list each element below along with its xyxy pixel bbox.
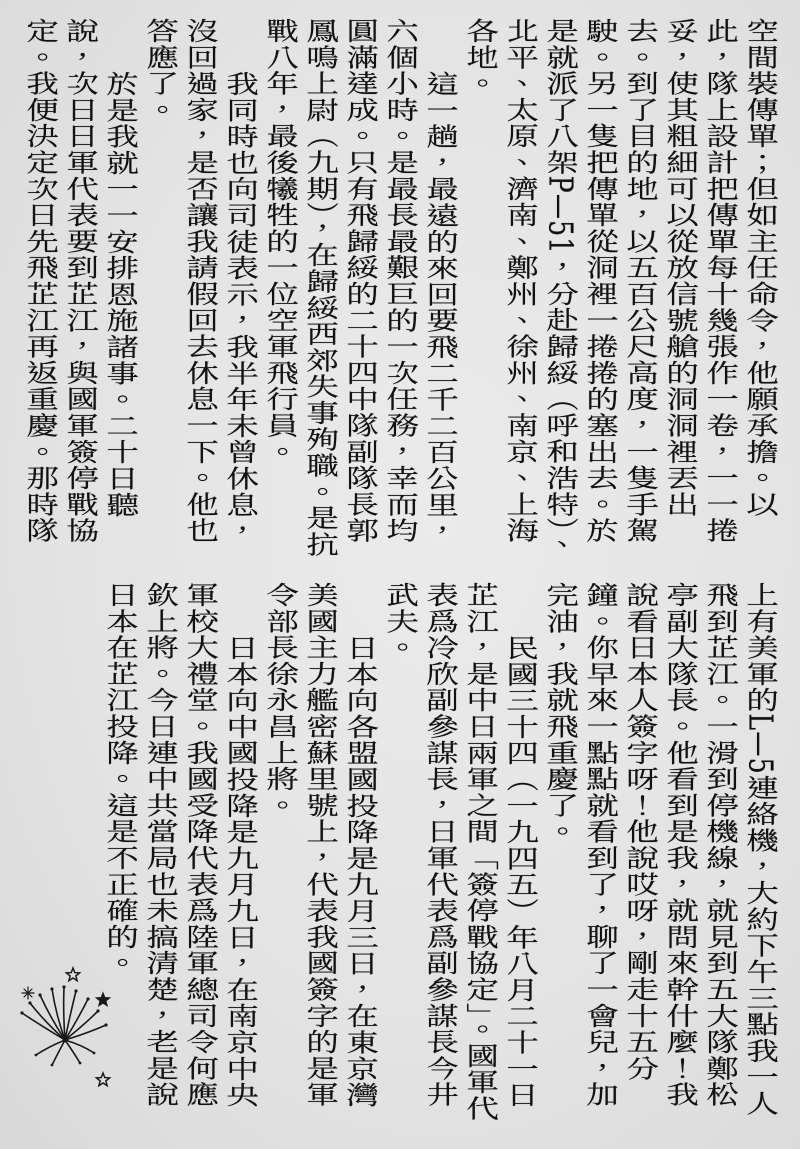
paragraph-start-column: 日本向中國投降是九月九日，在南京中央: [221, 634, 260, 1108]
text-column: 北平、太原、濟南、鄭州、徐州、南京、上海: [501, 18, 540, 544]
text-column: 鐘。你早來一點點就看到了，聊了一會兒，加: [581, 582, 620, 1108]
text-column: 欽上將。今日連中共當局也未搞清楚，老是說: [141, 582, 180, 1108]
text-column: 武夫。: [381, 582, 420, 661]
text-column: 空間裝傳單；但如主任命令，他願承擔。以: [741, 18, 780, 518]
star-icon: [96, 993, 109, 1006]
fireworks-icon: [0, 955, 140, 1095]
text-column: 沒回過家，是否讓我請假回去休息一下。他也: [181, 18, 220, 544]
text-column: 表爲冷欣副參謀長，日軍代表爲副參謀長今井: [421, 582, 460, 1108]
text-column: 妥，使其粗細可以從放信號艙的洞洞裡丟出: [661, 18, 700, 518]
upper-text-block: [20, 18, 780, 558]
text-column: 芷江，是中日兩軍之間「簽停戰協定」。國軍代: [461, 582, 500, 1122]
lower-text-block: [100, 582, 780, 1122]
text-column: 駛。另一隻把傳單從洞裡一捲捲的塞出去。於: [581, 18, 620, 544]
text-column: 美國主力艦密蘇里號上，代表我國簽字的是軍: [301, 582, 340, 1108]
text-column: 去。到了目的地，以五百公尺高度，一隻手駕: [621, 18, 660, 544]
text-column: 完油，我就飛重慶了。: [541, 582, 580, 845]
text-column: 上有美軍的L—5連絡機，大約下午三點我一人: [741, 582, 780, 1117]
text-column: 鳳鳴上尉（九期），在歸綏西郊失事殉職。是抗: [301, 18, 340, 558]
text-column: 軍校大禮堂。我國受降代表爲陸軍總司令何應: [181, 582, 220, 1108]
text-column: 亭副大隊長。他看到是我，就問來幹什麼！我: [661, 582, 700, 1108]
text-column: 六個小時。是最長最艱巨的一次任務，幸而均: [381, 18, 420, 544]
text-column: 定。我便決定次日先飛芷江再返重慶。那時隊: [21, 18, 60, 544]
text-column: 答應了。: [141, 18, 180, 124]
paragraph-start-column: 日本向各盟國投降是九月三日，在東京灣: [341, 634, 380, 1108]
text-column: 說看日本人簽字呀！他說哎呀，剛走十五分: [621, 582, 660, 1082]
text-column: 戰八年，最後犧牲的一位空軍飛行員。: [261, 18, 300, 466]
text-column: 各地。: [461, 18, 500, 97]
text-column: 此，隊上設計把傳單每十幾張作一卷，一一捲: [701, 18, 740, 544]
star-icon: [96, 1073, 109, 1086]
text-column: 圓滿達成。只有飛歸綏的二十四中隊副隊長郭: [341, 18, 380, 544]
text-column: 日本在芷江投降。這是不正確的。: [101, 582, 140, 977]
text-column: 是就派了八架P—51，分赴歸綏（呼和浩特）、: [541, 18, 580, 558]
text-column: 飛到芷江。一滑到停機線，就見到五大隊鄭松: [701, 582, 740, 1108]
sparkle-icon: [22, 987, 34, 999]
paragraph-start-column: 我同時也向司徒表示，我半年未曾休息，: [221, 70, 260, 544]
paragraph-start-column: 這一趟，最遠的來回要飛二千二百公里，: [421, 70, 460, 544]
text-column: 說，次日日軍代表要到芷江，與國軍簽停戰協: [61, 18, 100, 544]
paragraph-start-column: 民國三十四（一九四五）年八月二十一日: [501, 634, 540, 1108]
text-column: 令部長徐永昌上將。: [261, 582, 300, 819]
star-icon: [66, 968, 79, 981]
paragraph-start-column: 於是我就一一安排恩施諸事。二十日聽: [101, 70, 140, 518]
